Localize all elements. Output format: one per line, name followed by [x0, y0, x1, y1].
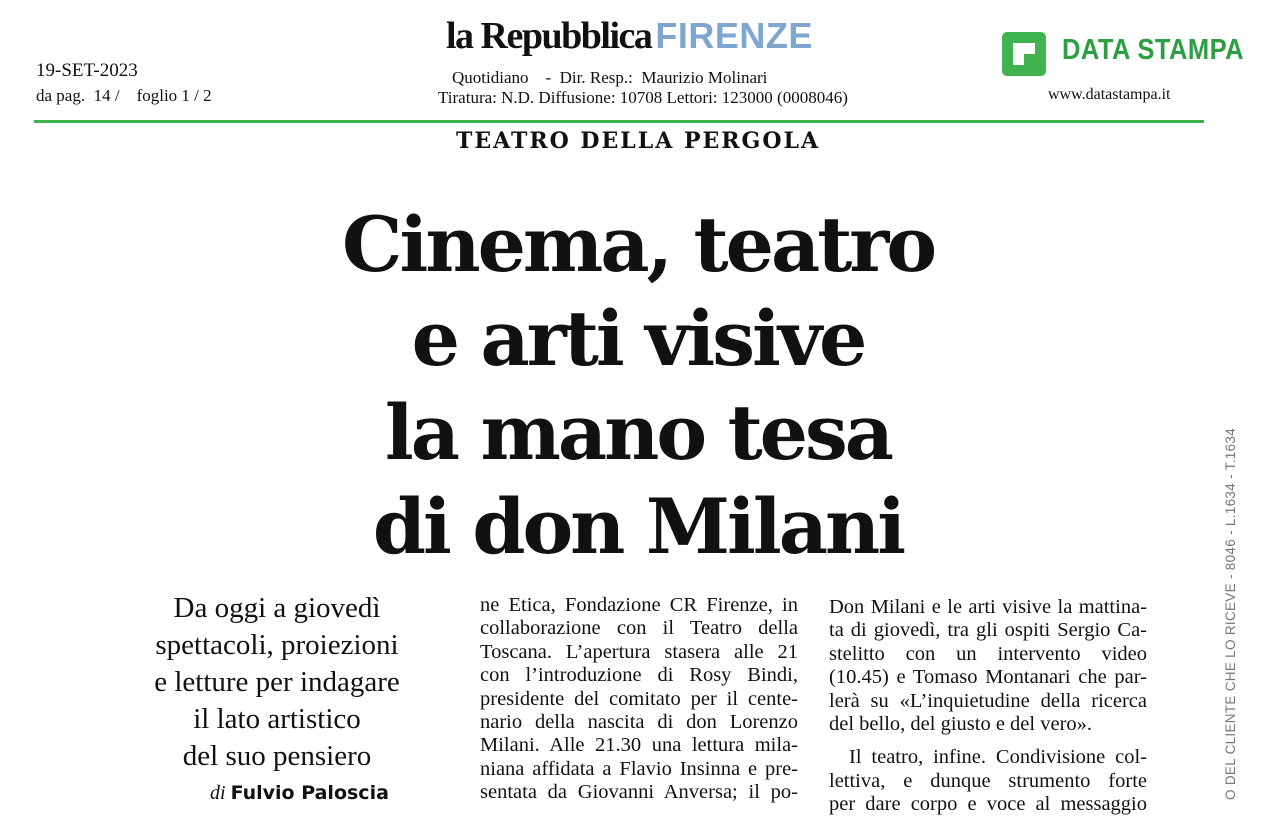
text-line: per dare corpo e voce al messaggio	[829, 793, 1147, 816]
summary-line: Da oggi a giovedì	[173, 592, 381, 624]
text-line: presidente del comitato per il cente-	[480, 687, 798, 710]
headline-line: Cinema, teatro	[341, 200, 935, 289]
article-column-3	[829, 596, 1147, 817]
publication-meta-1: Quotidiano - Dir. Resp.: Maurizio Molinari	[452, 68, 768, 87]
summary-line: del suo pensiero	[182, 740, 372, 772]
text-line: (10.45) e Tomaso Montanari che par-	[829, 666, 1147, 689]
byline	[210, 782, 389, 805]
publication-date: 19-SET-2023	[36, 60, 138, 81]
text-line: niana affidata a Flavio Insinna e pre-	[480, 757, 798, 780]
summary-line: il lato artistico	[193, 703, 361, 735]
masthead-city: FIRENZE	[655, 15, 813, 56]
text-line: ta di giovedì, tra gli ospiti Sergio Ca-	[829, 619, 1147, 642]
text-line: Milani. Alle 21.30 una lettura mila-	[480, 734, 798, 757]
summary-line: e letture per indagare	[154, 666, 400, 698]
side-note-text: O DEL CLIENTE CHE LO RICEVE - 8046 - L.1634 - T.1634	[1223, 427, 1238, 800]
text-line: Toscana. L’apertura stasera alle 21	[480, 640, 798, 663]
byline-author: Fulvio Paloscia	[230, 782, 389, 804]
text-line: sentata da Giovanni Anversa; il po-	[480, 781, 798, 804]
article-kicker	[0, 128, 1274, 154]
text-line: Il teatro, infine. Condivisione col-	[849, 746, 1147, 769]
text-line: Don Milani e le arti visive la mattina-	[829, 596, 1147, 618]
headline-line: e arti visive	[411, 294, 865, 383]
text-line: nario della nascita di don Lorenzo	[480, 711, 798, 734]
byline-prefix: di	[210, 782, 226, 804]
text-line: collaborazione con il Teatro della	[480, 617, 798, 640]
header-divider	[34, 120, 1204, 123]
text-line: stelitto con un intervento video	[829, 642, 1147, 665]
text-line: lettiva, e dunque strumento forte	[829, 769, 1147, 792]
masthead	[446, 14, 813, 58]
page-reference: da pag. 14 / foglio 1 / 2	[36, 86, 212, 105]
agency-url: www.datastampa.it	[1048, 86, 1171, 103]
publication-meta-2: Tiratura: N.D. Diffusione: 10708 Lettori: 123000 (0008046)	[438, 88, 848, 107]
kicker-text: TEATRO DELLA PERGOLA	[455, 128, 821, 154]
agency-name: DATA STAMPA	[1062, 34, 1245, 66]
data-stampa-logo-icon	[1002, 32, 1046, 76]
text-line: lerà su «L’inquietudine della ricerca	[829, 689, 1147, 712]
article-headline	[300, 198, 976, 574]
text-line: ne Etica, Fondazione CR Firenze, in	[480, 594, 798, 616]
headline-line: di don Milani	[372, 482, 904, 571]
summary-line: spettacoli, proiezioni	[155, 629, 399, 661]
text-line: con l’introduzione di Rosy Bindi,	[480, 664, 798, 687]
headline-line: la mano tesa	[384, 388, 892, 477]
masthead-name: la Repubblica	[446, 15, 652, 57]
text-line: del bello, del giusto e del vero».	[829, 713, 1093, 736]
side-copyright-note	[1216, 350, 1240, 800]
article-column-2	[480, 594, 798, 805]
article-summary	[118, 590, 436, 775]
